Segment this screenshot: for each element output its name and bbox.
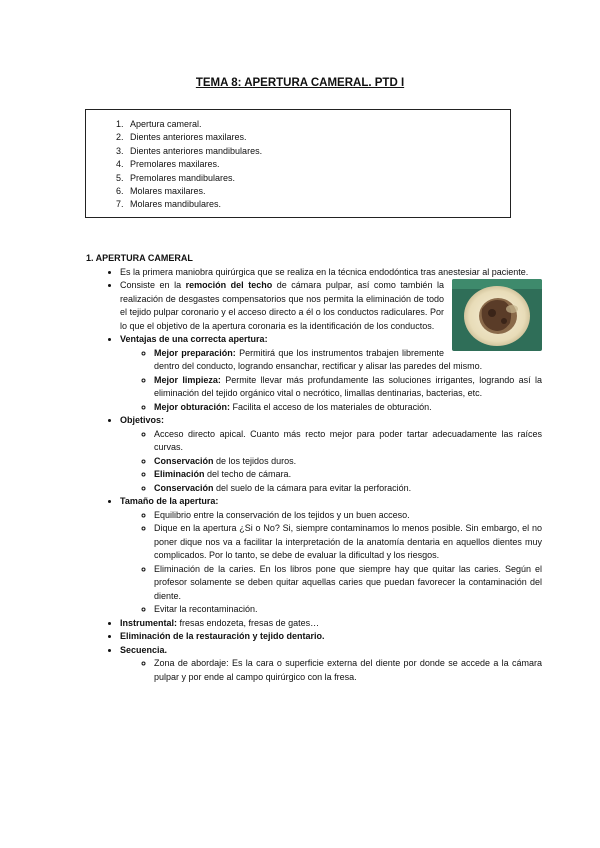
- sub-list-item: [154, 468, 542, 482]
- list-label: Tamaño de la apertura:: [120, 496, 219, 506]
- sub-list-item: ◦ Equilibrio entre la conservación de los tejidos y un buen acceso.: [154, 509, 542, 523]
- list-item-instrumental: [120, 617, 542, 631]
- list-item-tamano: [120, 495, 542, 617]
- section-apertura-cameral: [86, 252, 542, 684]
- emphasis-text: Conservación: [154, 455, 214, 466]
- sub-list-item: [154, 428, 542, 455]
- sub-list-item: [154, 401, 542, 415]
- sub-list-item: [154, 482, 542, 496]
- list-label: Instrumental:: [120, 617, 178, 628]
- sub-list-item: ◦ Zona de abordaje: Es la cara o superficie externa del diente por donde se accede a la cámara pulpar y por ende al campo quirúrgico con la fresa.: [154, 657, 542, 684]
- toc-item: 4. Premolares maxilares.: [126, 158, 510, 171]
- sub-item-text: del techo de cámara.: [204, 469, 292, 479]
- sub-list-item: ◦ Evitar la recontaminación.: [154, 603, 542, 617]
- sub-list-item: [154, 374, 542, 401]
- list-item-text: fresas endozeta, fresas de gates…: [177, 617, 320, 628]
- list-label: Eliminación de la restauración y tejido dentario.: [120, 631, 325, 641]
- emphasis-text: Conservación: [154, 482, 214, 493]
- page-title: TEMA 8: APERTURA CAMERAL. PTD I: [195, 77, 405, 89]
- toc-item: 6. Molares maxilares.: [126, 185, 510, 198]
- list-item: [120, 279, 542, 333]
- list-item-objetivos: [120, 414, 542, 495]
- toc-item: 1. Apertura cameral.: [126, 118, 510, 131]
- sub-item-text: Permite llevar más profundamente las soluciones irrigantes, logrando así la eliminación del tejido orgánico vital o necrótico, limallas dentinarias, bacterias, etc.: [154, 374, 543, 398]
- sub-item-text: del suelo de la cámara para evitar la perforación.: [213, 482, 412, 493]
- toc-item: 5. Premolares mandibulares.: [126, 172, 510, 185]
- sub-item-text: Facilita el acceso de los materiales de obturación.: [230, 401, 432, 412]
- list-label: Secuencia.: [120, 644, 168, 655]
- emphasis-text: Eliminación: [154, 469, 205, 479]
- list-label: Objetivos:: [120, 415, 165, 425]
- list-item-eliminacion: [120, 630, 542, 644]
- list-item-secuencia: [120, 644, 542, 685]
- toc-item: 2. Dientes anteriores maxilares.: [126, 131, 510, 144]
- sub-item-text: Acceso directo apical. Cuanto más recto mejor para poder tartar adecuadamente las raíces curvas.: [154, 428, 542, 452]
- toc-item: 7. Molares mandibulares.: [126, 198, 510, 211]
- list-item: [120, 266, 542, 280]
- emphasis-text: Mejor limpieza:: [154, 374, 221, 385]
- emphasis-text: remoción del techo: [185, 280, 273, 290]
- list-label: Ventajas de una correcta apertura:: [120, 334, 268, 344]
- table-of-contents: [85, 109, 511, 218]
- tooth-cavity-photo: [452, 279, 542, 351]
- emphasis-text: Mejor preparación:: [154, 347, 236, 358]
- sub-list-item: [154, 455, 542, 469]
- sub-list-item: ◦ Dique en la apertura ¿Si o No? Si, siempre contaminamos lo menos posible. Sin embargo, el no poner dique nos va a facilitar la interpretación de la anatomía dentaria en aquellos dientes muy complicados. Por lo tanto, se debe de evaluar la dificultad y los riesgos.: [154, 522, 542, 563]
- emphasis-text: Mejor obturación:: [154, 401, 230, 412]
- list-item-text: Consiste en la: [120, 280, 186, 290]
- list-item-text: de cámara pulpar, así como también la realización de desgastes compensatorios que nos permita la eliminación de todo el tejido pulpar coronario y el acceso directo a él o los conductos radiculares. Por lo que el objetivo de la apertura coronaria es la identificación de los conductos.: [120, 280, 444, 331]
- section-heading: 1. APERTURA CAMERAL: [86, 253, 193, 263]
- sub-list-item: ◦ Eliminación de la caries. En los libros pone que siempre hay que quitar las caries. Según el profesor solamente se deben quitar aquellas caries que puedan favorecer la contaminación del diente.: [154, 563, 542, 604]
- list-item-text: Es la primera maniobra quirúrgica que se realiza en la técnica endodóntica tras anestesiar al paciente.: [120, 266, 529, 277]
- sub-item-text: Permitirá que los instrumentos trabajen libremente dentro del conducto, logrando ensanchar, rectificar y alisar las paredes del mismo.: [154, 347, 483, 371]
- toc-item: 3. Dientes anteriores mandibulares.: [126, 145, 510, 158]
- sub-item-text: de los tejidos duros.: [213, 455, 297, 466]
